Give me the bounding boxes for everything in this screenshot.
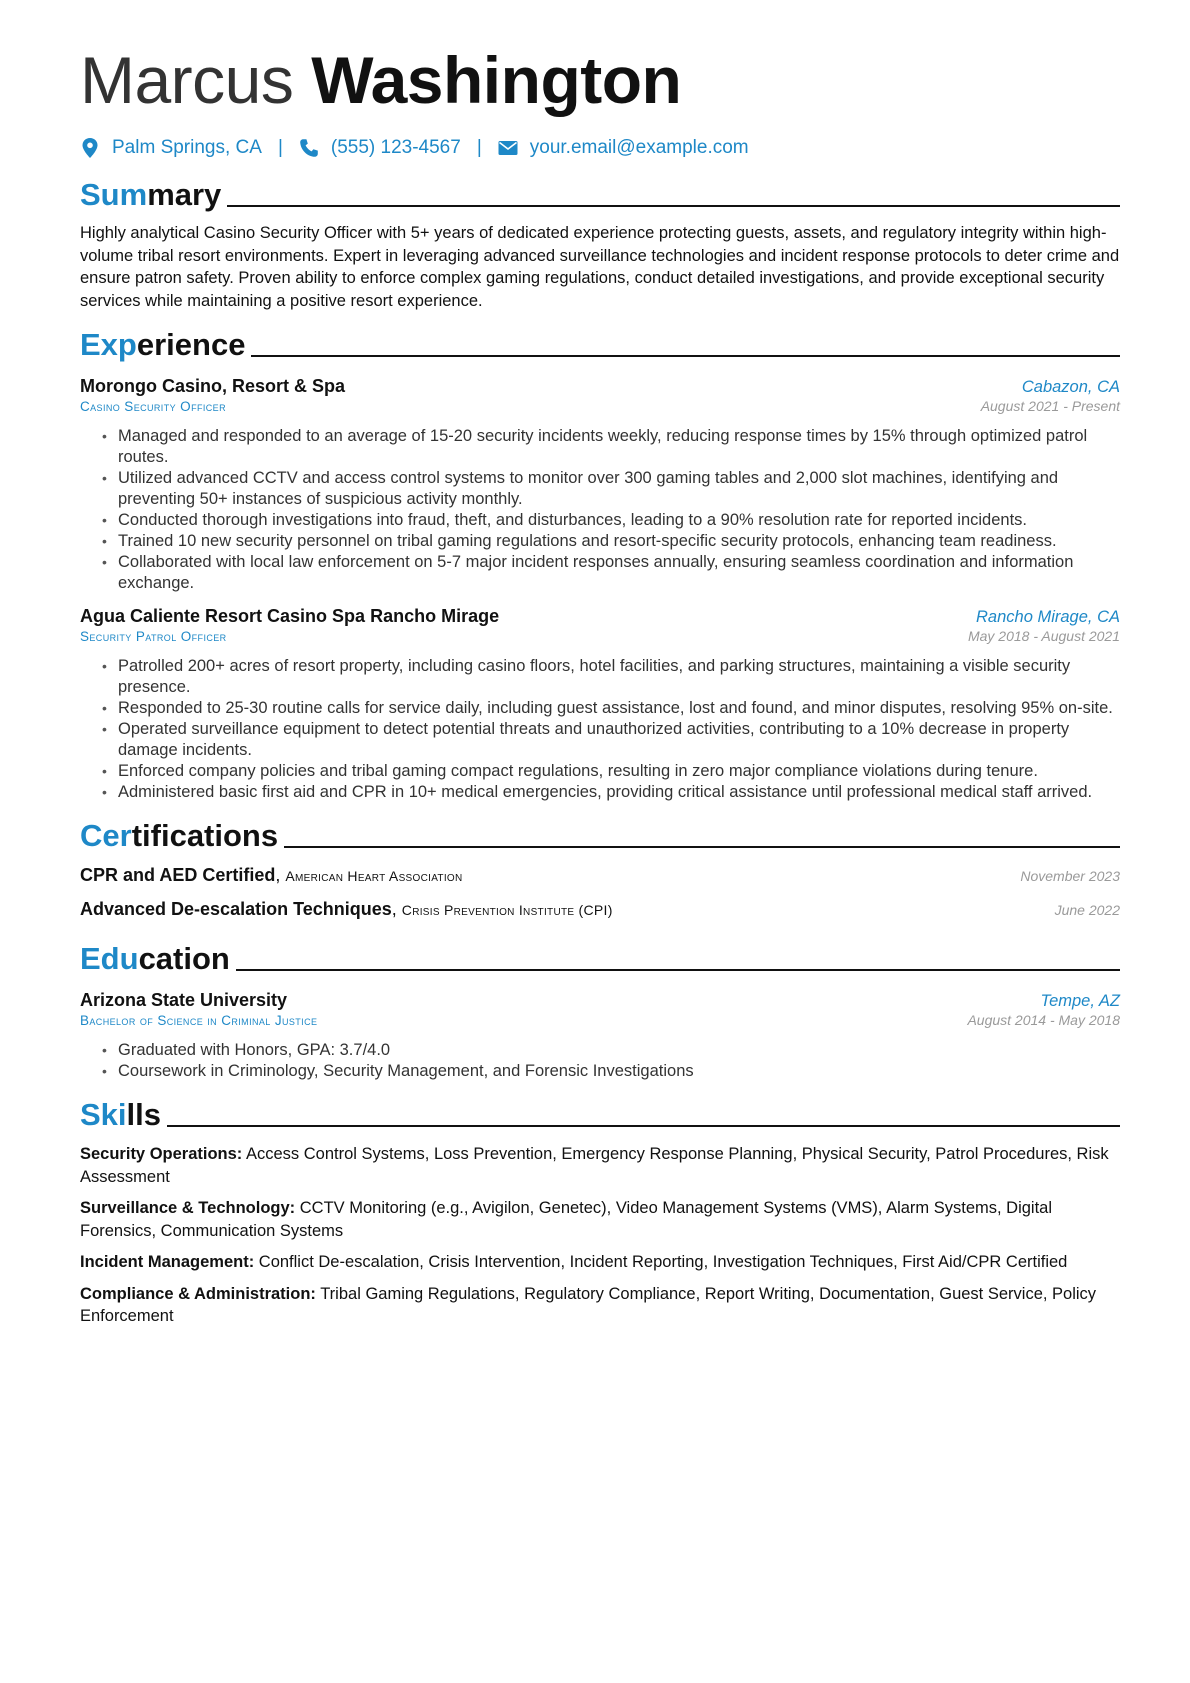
- certification-item: Advanced De-escalation Techniques, Crisis Prevention Institute (CPI) June 2022: [80, 899, 1120, 919]
- company-name: Morongo Casino, Resort & Spa: [80, 376, 346, 396]
- education-bullets: [80, 1040, 1120, 1082]
- certification-item: CPR and AED Certified, American Heart Association November 2023: [80, 865, 1120, 885]
- contact-separator: |: [277, 137, 283, 158]
- skill-group: [80, 1143, 1120, 1188]
- job-entry: [80, 376, 1120, 594]
- envelope-icon: [498, 139, 518, 157]
- section-rule: [284, 846, 1120, 848]
- section-rule: [236, 969, 1120, 971]
- list-item: • Utilized advanced CCTV and access control systems to monitor over 300 gaming tables and 2,000 slot machines, identifying and preventing 50+ instances of suspicious activity monthly.: [118, 468, 1120, 510]
- certification-name: Advanced De-escalation Techniques: [80, 899, 392, 919]
- contact-separator: |: [476, 137, 482, 158]
- skill-list: Tribal Gaming Regulations, Regulatory Compliance, Report Writing, Documentation, Guest Service, Policy Enforcement: [80, 1284, 1097, 1325]
- school-location: Tempe, AZ: [1040, 992, 1120, 1010]
- section-rule: [251, 355, 1120, 357]
- skill-label: Security Operations:: [80, 1145, 243, 1163]
- list-item: • Coursework in Criminology, Security Management, and Forensic Investigations: [118, 1061, 1120, 1082]
- phone-icon: [299, 137, 319, 159]
- skill-list: Access Control Systems, Loss Prevention, Emergency Response Planning, Physical Security, Patrol Procedures, Risk Assessment: [80, 1145, 1109, 1186]
- skill-label: Incident Management:: [80, 1253, 255, 1271]
- contact-bar: [80, 134, 1120, 162]
- list-item: • Graduated with Honors, GPA: 3.7/4.0: [118, 1040, 1120, 1061]
- skill-group: [80, 1251, 1120, 1274]
- map-pin-icon: [80, 137, 100, 159]
- job-title: Casino Security Officer: [80, 399, 226, 414]
- certification-date: June 2022: [1054, 902, 1120, 918]
- section-rule: [227, 205, 1120, 207]
- section-rule: [167, 1125, 1120, 1127]
- experience-heading: Experience: [80, 326, 1120, 364]
- certification-date: November 2023: [1020, 868, 1120, 884]
- email-text: your.email@example.com: [529, 137, 749, 158]
- degree: Bachelor of Science in Criminal Justice: [80, 1013, 318, 1028]
- phone-text: (555) 123-4567: [330, 137, 461, 158]
- summary-text: Highly analytical Casino Security Officer with 5+ years of dedicated experience protecting guests, assets, and regulatory integrity within high-volume tribal resort environments. Expert in leveraging advanced surveillance technologies and incident response protocols to deter crime and ensure patron safety. Proven ability to enforce complex gaming regulations, conduct detailed investigations, and provide exceptional security services while maintaining a positive resort experience.: [80, 224, 1120, 310]
- skill-label: Compliance & Administration:: [80, 1284, 316, 1303]
- list-item: • Responded to 25-30 routine calls for service daily, including guest assistance, lost and found, and minor disputes, resolving 95% on-site.: [118, 698, 1120, 719]
- contact-location: [80, 137, 262, 159]
- skills-heading: Skills: [80, 1096, 1120, 1134]
- contact-phone[interactable]: [299, 137, 461, 159]
- skill-label: Surveillance & Technology:: [80, 1199, 296, 1217]
- list-item: • Patrolled 200+ acres of resort property, including casino floors, hotel facilities, and parking structures, maintaining a visible security presence.: [118, 656, 1120, 698]
- list-item: • Collaborated with local law enforcement on 5-7 major incident responses annually, ensuring seamless coordination and information exchange.: [118, 552, 1120, 594]
- job-dates: May 2018 - August 2021: [967, 628, 1120, 644]
- certification-issuer: American Heart Association: [285, 868, 463, 884]
- list-item: • Operated surveillance equipment to detect potential threats and unauthorized activities, contributing to a 10% decrease in property damage incidents.: [118, 719, 1120, 761]
- certification-issuer: Crisis Prevention Institute (CPI): [401, 902, 613, 918]
- skill-group: [80, 1283, 1120, 1328]
- list-item: • Enforced company policies and tribal gaming compact regulations, resulting in zero major compliance violations during tenure.: [118, 761, 1120, 782]
- education-entry: [80, 990, 1120, 1082]
- list-item: • Trained 10 new security personnel on tribal gaming regulations and resort-specific security protocols, enhancing team readiness.: [118, 531, 1120, 552]
- job-title: Security Patrol Officer: [80, 629, 227, 644]
- education-heading: Education: [80, 940, 1120, 978]
- list-item: • Managed and responded to an average of 15-20 security incidents weekly, reducing response times by 15% through optimized patrol routes.: [118, 426, 1120, 468]
- certification-name: CPR and AED Certified: [80, 865, 276, 885]
- first-name: Marcus: [80, 43, 294, 117]
- location-text: Palm Springs, CA: [112, 137, 262, 158]
- job-bullets: [80, 656, 1120, 803]
- education-dates: August 2014 - May 2018: [967, 1012, 1120, 1028]
- job-location: Rancho Mirage, CA: [976, 608, 1120, 626]
- candidate-name: [80, 40, 1120, 120]
- list-item: • Conducted thorough investigations into fraud, theft, and disturbances, leading to a 90% resolution rate for reported incidents.: [118, 510, 1120, 531]
- contact-email[interactable]: [498, 137, 749, 159]
- job-location: Cabazon, CA: [1021, 378, 1120, 396]
- job-entry: [80, 606, 1120, 803]
- last-name: Washington: [311, 43, 682, 117]
- job-dates: August 2021 - Present: [980, 398, 1120, 414]
- summary-heading: Summary: [80, 176, 1120, 214]
- skill-list: CCTV Monitoring (e.g., Avigilon, Genetec), Video Management Systems (VMS), Alarm Systems, Digital Forensics, Communication Systems: [80, 1199, 1053, 1240]
- list-item: • Administered basic first aid and CPR in 10+ medical emergencies, providing critical assistance until professional medical staff arrived.: [118, 782, 1120, 803]
- skill-group: [80, 1197, 1120, 1242]
- resume-page: [80, 40, 1120, 1328]
- skill-list: Conflict De-escalation, Crisis Intervention, Incident Reporting, Investigation Techniques, First Aid/CPR Certified: [254, 1253, 1068, 1271]
- school-name: Arizona State University: [80, 990, 288, 1010]
- job-bullets: [80, 426, 1120, 594]
- certifications-heading: Certifications: [80, 817, 1120, 855]
- company-name: Agua Caliente Resort Casino Spa Rancho Mirage: [80, 606, 500, 626]
